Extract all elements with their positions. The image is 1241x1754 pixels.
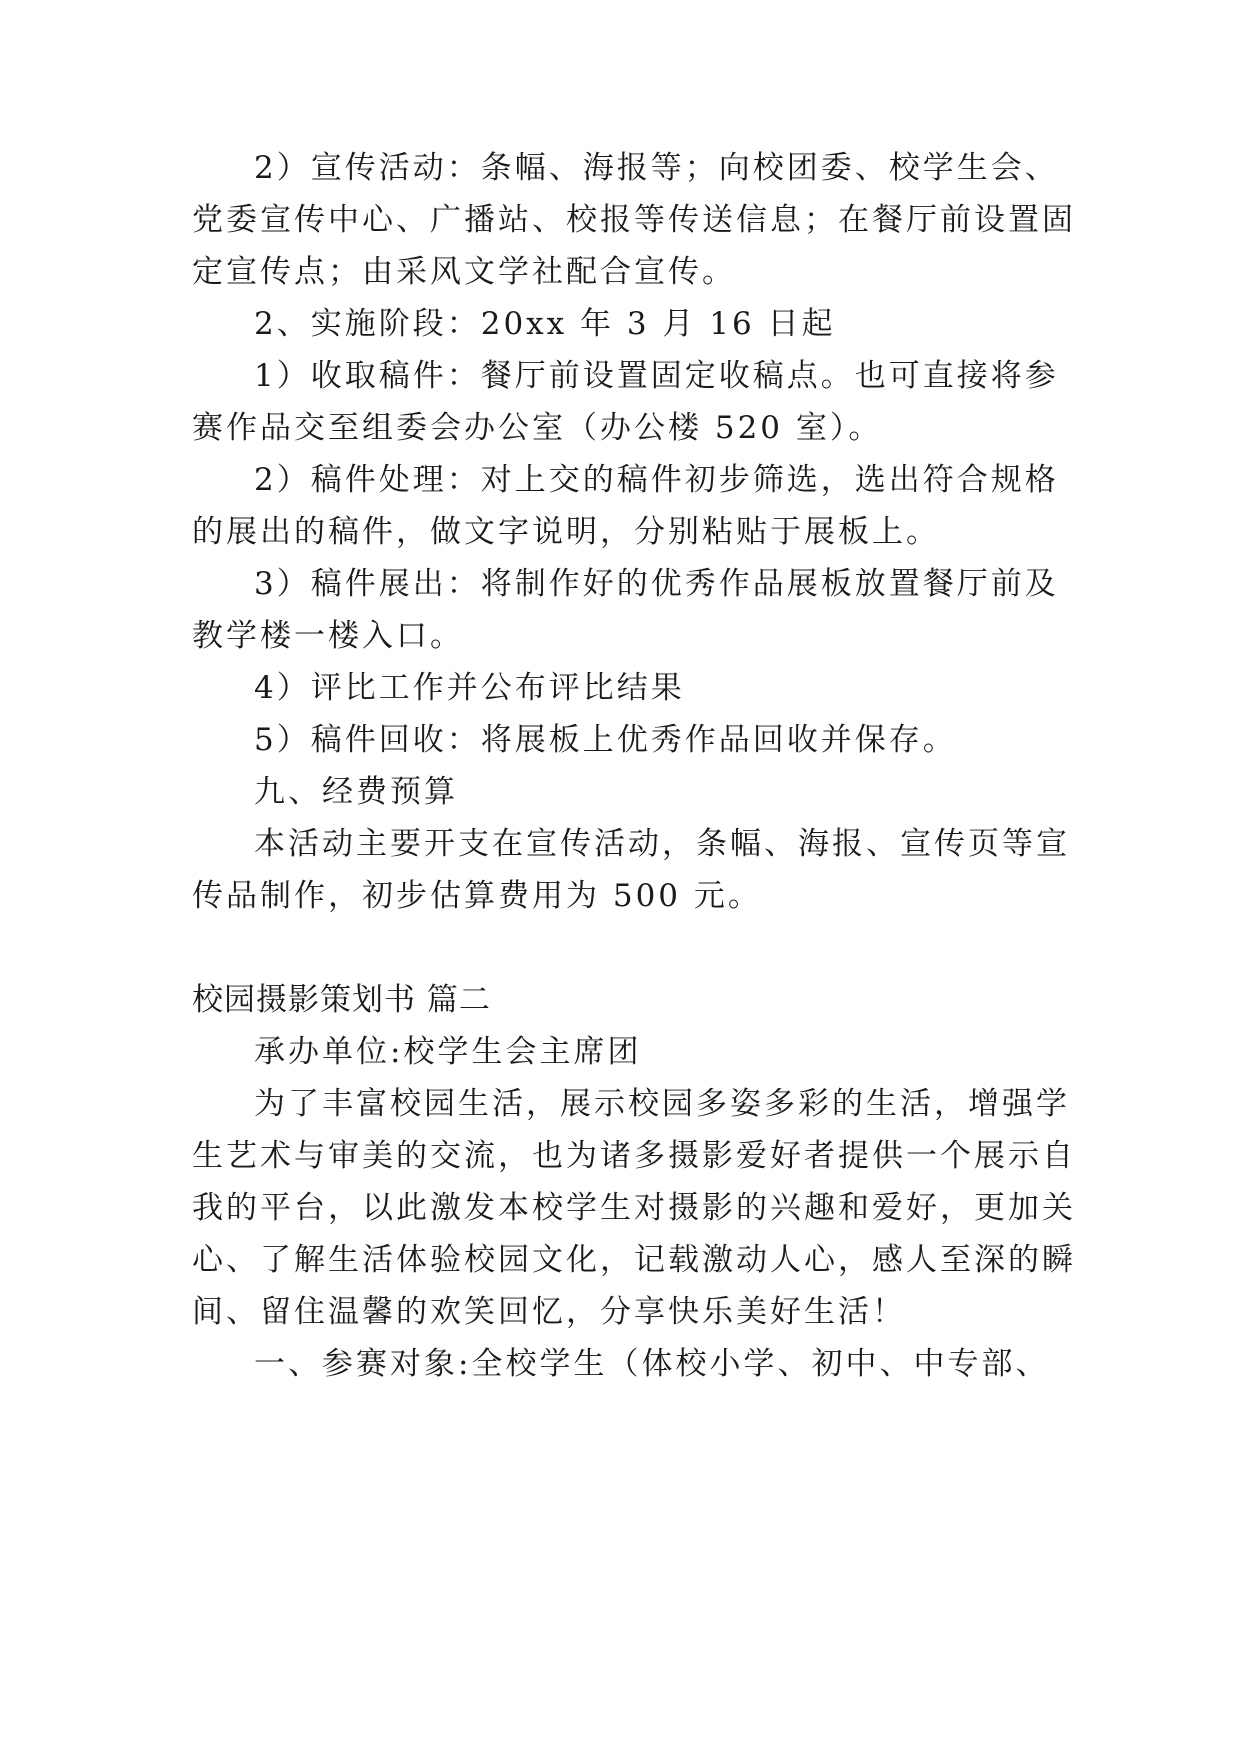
- promo-activities-line-1: 2）宣传活动：条幅、海报等；向校团委、校学生会、: [254, 150, 1059, 186]
- collect-manuscripts-line-1: 1）收取稿件：餐厅前设置固定收稿点。也可直接将参: [254, 358, 1059, 394]
- exhibit-manuscripts-line-1: 3）稿件展出：将制作好的优秀作品展板放置餐厅前及: [254, 566, 1059, 602]
- intro-line-4: 心、了解生活体验校园文化，记载激动人心，感人至深的瞬: [192, 1242, 1076, 1278]
- budget-line-1: 本活动主要开支在宣传活动，条幅、海报、宣传页等宣: [254, 826, 1070, 862]
- section-heading: 校园摄影策划书 篇二: [192, 982, 491, 1018]
- judging-line: 4）评比工作并公布评比结果: [254, 670, 685, 706]
- intro-line-1: 为了丰富校园生活，展示校园多姿多彩的生活，增强学: [254, 1086, 1070, 1122]
- intro-line-2: 生艺术与审美的交流，也为诸多摄影爱好者提供一个展示自: [192, 1138, 1076, 1174]
- recycle-manuscripts-line: 5）稿件回收：将展板上优秀作品回收并保存。: [254, 722, 957, 758]
- intro-line-5: 间、留住温馨的欢笑回忆，分享快乐美好生活！: [192, 1294, 906, 1330]
- promo-activities-line-2: 党委宣传中心、广播站、校报等传送信息；在餐厅前设置固: [192, 202, 1076, 238]
- collect-manuscripts-line-2: 赛作品交至组委会办公室（办公楼 520 室）。: [192, 410, 883, 446]
- participants-line: 一、参赛对象:全校学生（体校小学、初中、中专部、: [254, 1346, 1050, 1382]
- process-manuscripts-line-2: 的展出的稿件，做文字说明，分别粘贴于展板上。: [192, 514, 940, 550]
- exhibit-manuscripts-line-2: 教学楼一楼入口。: [192, 618, 464, 654]
- stage-2-title: 2、实施阶段：20xx 年 3 月 16 日起: [254, 306, 836, 342]
- intro-line-3: 我的平台，以此激发本校学生对摄影的兴趣和爱好，更加关: [192, 1190, 1076, 1226]
- budget-title: 九、经费预算: [254, 774, 458, 810]
- process-manuscripts-line-1: 2）稿件处理：对上交的稿件初步筛选，选出符合规格: [254, 462, 1059, 498]
- promo-activities-line-3: 定宣传点；由采风文学社配合宣传。: [192, 254, 736, 290]
- budget-line-2: 传品制作，初步估算费用为 500 元。: [192, 878, 762, 914]
- organizer-line: 承办单位:校学生会主席团: [254, 1034, 642, 1070]
